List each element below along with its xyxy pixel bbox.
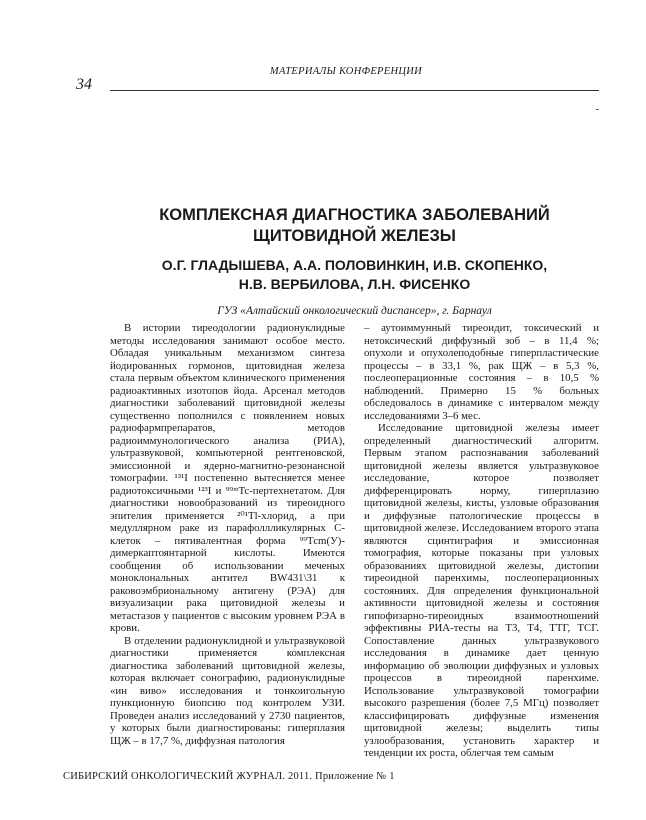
left-column (110, 322, 345, 747)
body-paragraph: В истории тиреодологии радионуклидные методы исследования занимают особое место. Обладая уникальным механизмом синтеза йодированных гормонов, щитовидная железа стала первым объектом клинического применения радиоактивных изотопов йода. Арсенал методов диагностики заболеваний щитовидной железы существенно пополнился с появлением новых радиофармпрепаратов, методов радиоиммунологического анализа (РИА), ультразвуковой, компьютерной рентгеновской, эмиссионной и ядерно-магнитно-резонансной томографии. ¹³¹I постепенно вытесняется менее радиотоксичными ¹²³I и ⁹⁹ᵐTc-пертехнетатом. Для диагностики новообразований из тиреоидного эпителия применяется ²⁰¹Tl-хлорид, а при медуллярном раке из парафоллликулярных С-клеток – пятивалентная форма ⁹⁹Тсm(У)-димеркаптоянтарной кислоты. Имеются сообщения об использовании меченых моноклональных антител BW431\31 к раковоэмбриональному антигену (РЭА) для визуализации рака щитовидной железы и метастазов у пациентов с высоким уровнем РЭА в крови. (110, 322, 345, 634)
title-line: КОМПЛЕКСНАЯ ДИАГНОСТИКА ЗАБОЛЕВАНИЙ (159, 206, 550, 224)
authors (110, 256, 599, 294)
title-line: ЩИТОВИДНОЙ ЖЕЛЕЗЫ (253, 227, 456, 245)
body-paragraph: – аутоиммунный тиреоидит, токсический и нетоксический диффузный зоб – в 11,4 %; опухоли и опухолеподобные гиперпластические процессы – в 33,1 %, рак ЩЖ – в 5,3 %, послеоперационные состояния – в 10,5 % наблюдений. Примерно 15 % больных обследовалось в динамике с интервалом между исследованиями 3–6 мес. (364, 322, 599, 422)
body-paragraph: Исследование щитовидной железы имеет определенный диагностический алгоритм. Первым этапом распознавания заболеваний щитовидной железы является ультразвуковое исследование, которое позволяет дифференцировать норму, гиперплазию щитовидной железы, кисты, узловые образования и диффузные патологические процессы в щитовидной железе. Исследованием второго этапа являются сцинтиграфия и эмиссионная томография, которые показаны при узловых образованиях щитовидной железы, дистопии тиреоидной паренхимы, послеоперационных состояниях. Для определения функциональной активности щитовидной железы и состояния гипофизарно-тиреоидных взаимоотношений эффективны РИА-тесты на Т3, Т4, ТТГ, ТСГ. Сопоставление данных ультразвукового исследования в динамике дает ценную информацию об эволюции диффузных и узловых процессов в тиреоидной паренхиме. Использование ультразвуковой томографии высокого разрешения (более 7,5 МГц) позволяет классифицировать диффузные изменения щитовидной железы; выделить типы узлообразования, установить характер и тенденции их роста, облегчая тем самым (364, 422, 599, 759)
journal-footer: СИБИРСКИЙ ОНКОЛОГИЧЕСКИЙ ЖУРНАЛ. 2011. Приложение № 1 (63, 771, 395, 782)
body-paragraph: В отделении радионуклидной и ультразвуковой диагностики применяется комплексная диагностика заболеваний щитовидной железы, которая включает сонографию, радионуклидные «ин виво» исследования и тонкоигольную пункционную биопсию под контролем УЗИ. Проведен анализ исследований у 2730 пациентов, у которых были диагностированы: гиперплазия ЩЖ – в 17,7 %, диффузная патология (110, 634, 345, 747)
running-head: МАТЕРИАЛЫ КОНФЕРЕНЦИИ (269, 66, 422, 77)
header-rule (110, 90, 599, 91)
right-column (364, 322, 599, 760)
page-number: 34 (76, 76, 92, 93)
affiliation: ГУЗ «Алтайский онкологический диспансер», г. Барнаул (217, 305, 492, 317)
authors-line: О.Г. ГЛАДЫШЕВА, А.А. ПОЛОВИНКИН, И.В. СКОПЕНКО, (161, 257, 548, 273)
article-title (110, 205, 599, 247)
authors-line: Н.В. ВЕРБИЛОВА, Л.Н. ФИСЕНКО (238, 276, 471, 292)
edge-mark: - (595, 104, 599, 115)
